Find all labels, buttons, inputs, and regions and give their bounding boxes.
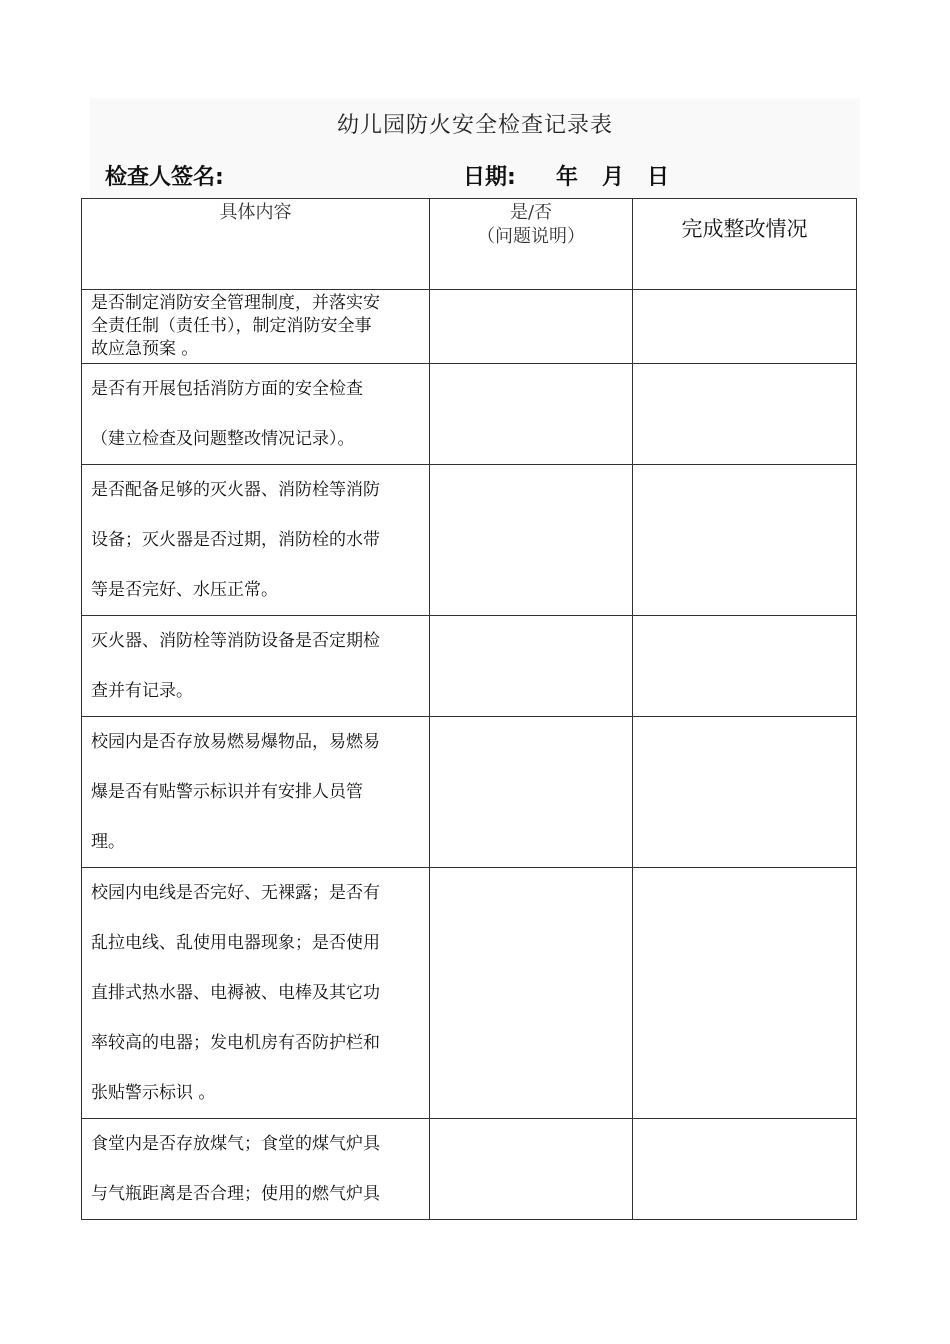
date-label: 日期: — [463, 165, 516, 190]
header-completion-label: 完成整改情况 — [681, 218, 808, 241]
header-completion — [633, 199, 857, 290]
table-row — [82, 364, 857, 465]
table-row — [82, 465, 857, 616]
header-yes-no-label: 是/否 — [509, 202, 553, 223]
row-completion-cell[interactable] — [633, 1119, 857, 1220]
row-completion-cell[interactable] — [633, 717, 857, 868]
row-yes-no-cell[interactable] — [430, 717, 633, 868]
date-day-label: 日 — [647, 165, 670, 190]
table-row — [82, 1119, 857, 1220]
row-yes-no-cell[interactable] — [430, 290, 633, 364]
row-content: 灭火器、消防栓等消防设备是否定期检 查并有记录。 — [91, 631, 380, 701]
signature-date-row — [0, 158, 950, 192]
row-content: 是否制定消防安全管理制度，并落实安 全责任制（责任书），制定消防安全事 故应急预案 。 — [91, 293, 380, 359]
header-content — [82, 199, 430, 290]
date-month-label: 月 — [602, 165, 625, 190]
table-header-row — [82, 199, 857, 290]
row-completion-cell[interactable] — [633, 364, 857, 465]
row-content-cell — [82, 717, 430, 868]
row-content: 食堂内是否存放煤气；食堂的煤气炉具 与气瓶距离是否合理；使用的燃气炉具 — [91, 1134, 380, 1204]
row-completion-cell[interactable] — [633, 290, 857, 364]
row-content-cell — [82, 364, 430, 465]
row-yes-no-cell[interactable] — [430, 1119, 633, 1220]
header-yes-no — [430, 199, 633, 290]
header-content-label: 具体内容 — [219, 202, 292, 223]
row-content: 校园内电线是否完好、无裸露；是否有 乱拉电线、乱使用电器现象；是否使用 直排式热水器、电褥被、电棒及其它功 率较高的电器；发电机房有否防护栏和 张贴警示标识 。 — [91, 883, 380, 1103]
row-content-cell — [82, 290, 430, 364]
row-content-cell — [82, 616, 430, 717]
row-completion-cell[interactable] — [633, 616, 857, 717]
row-content-cell — [82, 465, 430, 616]
table-row — [82, 717, 857, 868]
table-row — [82, 868, 857, 1119]
row-content: 是否配备足够的灭火器、消防栓等消防 设备；灭火器是否过期，消防栓的水带 等是否完好、水压正常。 — [91, 480, 380, 600]
row-completion-cell[interactable] — [633, 465, 857, 616]
row-yes-no-cell[interactable] — [430, 868, 633, 1119]
date-year-label: 年 — [556, 165, 579, 190]
page-title: 幼儿园防火安全检查记录表 — [336, 113, 613, 138]
row-yes-no-cell[interactable] — [430, 364, 633, 465]
header-yes-no-sub: （问题说明） — [477, 226, 585, 247]
row-content: 是否有开展包括消防方面的安全检查 （建立检查及问题整改情况记录）。 — [91, 379, 363, 449]
row-content-cell — [82, 868, 430, 1119]
table-row — [82, 616, 857, 717]
row-yes-no-cell[interactable] — [430, 465, 633, 616]
inspection-table — [81, 198, 857, 1220]
row-completion-cell[interactable] — [633, 868, 857, 1119]
signature-label: 检查人签名: — [105, 165, 224, 190]
row-content: 校园内是否存放易燃易爆物品，易燃易 爆是否有贴警示标识并有安排人员管 理。 — [91, 732, 380, 852]
row-content-cell — [82, 1119, 430, 1220]
table-row — [82, 290, 857, 364]
row-yes-no-cell[interactable] — [430, 616, 633, 717]
